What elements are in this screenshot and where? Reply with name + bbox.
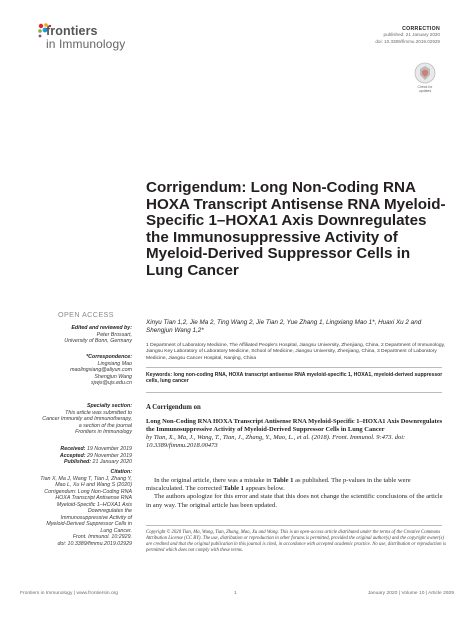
brand-name: frontiers [46, 24, 98, 38]
author-list: Xinyu Tian 1,2, Jie Ma 2, Ting Wang 2, Jie Tian 2, Yue Zhang 1, Lingxiang Mao 1*, Huaxi Xu 2 and Shengjun Wang 1,2* [146, 319, 422, 334]
text: appears below. [243, 485, 285, 493]
affiliations: 1 Department of Laboratory Medicine, The Affiliated People's Hospital, Jiangsu University, Zhenjiang, China, 2 Department of Immunology, Jiangsu Key Laboratory of Laboratory Medicine, School of Medicine, Jiangsu University, Zhenjiang, China, 3 Department of Laboratory Medicine, Jiangsu Cancer Hospital, Nanjing, China [146, 343, 446, 361]
specialty-line: Frontiers in Immunology [75, 429, 132, 435]
page-number: 1 [234, 591, 237, 596]
specialty-line: This article was submitted to [65, 409, 132, 416]
edited-heading: Edited and reviewed by: [71, 325, 132, 331]
editor-affiliation: University of Bonn, Germany [64, 338, 132, 344]
footer-journal[interactable]: Frontiers in Immunology | www.frontiersin.org [20, 591, 119, 596]
published-label: Published: [63, 459, 92, 465]
corr1-email[interactable]: maolingxiang@aliyun.com [70, 367, 132, 373]
citation-line: Tian X, Ma J, Wang T, Tian J, Zhang Y, [40, 475, 132, 482]
corr1-name: Lingxiang Mao [97, 360, 132, 367]
received-label: Received: [60, 446, 86, 452]
citation-line: Front. Immunol. 10:2929. [72, 534, 132, 540]
citation-block [20, 469, 132, 547]
article-type: CORRECTION [402, 26, 440, 32]
journal-name: in Immunology [46, 37, 126, 51]
editor-name: Peter Brossart, [96, 331, 132, 338]
text: In the original article, there was a mistake in [154, 477, 274, 484]
footer-issue: January 2020 | Volume 10 | Article 2929 [367, 591, 454, 596]
table-link[interactable]: Table 1 [223, 485, 244, 493]
divider [146, 367, 442, 368]
citation-line: Lung Cancer. [100, 527, 132, 534]
received-date: 19 November 2019 [86, 446, 132, 452]
corr2-name: Shengjun Wang [94, 373, 132, 380]
crossmark-icon [414, 62, 436, 84]
accepted-label: Accepted: [59, 452, 86, 459]
journal-brand[interactable] [46, 25, 125, 51]
corr2-email[interactable]: sjwjs@ujs.edu.cn [91, 380, 132, 386]
dates-block [20, 446, 132, 466]
original-article-reference [146, 418, 446, 450]
citation-heading: Citation: [110, 469, 132, 475]
accepted-date: 29 November 2019 [86, 452, 132, 459]
specialty-line: Cancer Immunity and Immunotherapy, [42, 416, 132, 422]
keywords: Keywords: long non-coding RNA, HOXA transcript antisense RNA myeloid-specific 1, HOXA1, myeloid-derived suppressor cells, lung cancer [146, 372, 443, 385]
citation-line: Myeloid-Specific 1–HOXA1 Axis [56, 501, 132, 508]
citation-line: Immunosuppressive Activity of [60, 514, 132, 521]
paragraph: The authors apologize for this error and state that this does not change the scientific conclusions of the article in any way. The original article has been updated. [146, 493, 443, 509]
article-meta [375, 26, 440, 45]
original-article-title[interactable]: Long Non-Coding RNA HOXA Transcript Antisense RNA Myeloid-Specific 1–HOXA1 Axis Downregulates the Immunosuppressive Activity of Myeloid-Derived Suppressor Cells in Lung Cancer [146, 418, 443, 434]
paragraph [146, 477, 446, 493]
correspondence-block [20, 354, 132, 387]
published-date-side: 21 January 2020 [92, 459, 132, 465]
citation-line: Mao L, Xu H and Wang S (2020) [55, 482, 132, 488]
published-row [20, 459, 132, 466]
copyright-notice: Copyright © 2020 Tian, Ma, Wang, Tian, Zhang, Mao, Xu and Wang. This is an open-access article distributed under the terms of the Creative Commons Attribution License (CC BY). The use, distribution or reproduction in other forums is permitted, provided the original author(s) and the copyright owner(s) are credited and that the original publication in this journal is cited, in accordance with accepted academic practice. No use, distribution or reproduction is permitted which does not comply with these terms. [146, 530, 446, 554]
divider [146, 525, 442, 526]
citation-line: Myeloid-Derived Suppressor Cells in [46, 521, 132, 527]
citation-line: HOXA Transcript Antisense RNA [55, 495, 132, 501]
table-link[interactable]: Table 1 [273, 477, 294, 484]
specialty-heading: Specialty section: [86, 403, 132, 409]
citation-line: Corrigendum: Long Non-Coding RNA [44, 488, 132, 495]
original-article-citation: by Tian, X., Ma, J., Wang, T., Tian, J., Zhang, Y., Mao, L., et al. (2018). Front. Immunol. 9:473. doi: 10.3389/fimmu.2018.00473 [146, 434, 406, 450]
article-doi[interactable]: doi: 10.3389/fimmu.2019.02929 [375, 38, 440, 44]
crossmark-badge[interactable] [414, 62, 436, 93]
published-date: published: 21 January 2020 [383, 32, 440, 38]
correspondence-heading: *Correspondence: [86, 354, 132, 360]
open-access-label: OPEN ACCESS [58, 310, 114, 319]
editor-block [20, 325, 132, 345]
citation-line[interactable]: doi: 10.3389/fimmu.2019.02929 [57, 540, 132, 547]
article-title: Corrigendum: Long Non-Coding RNA HOXA Transcript Antisense RNA Myeloid-Specific 1–HOXA1 Axis Downregulates the Immunosuppressive Activity of Myeloid-Derived Suppressor Cells in Lung Cancer [146, 179, 446, 279]
citation-line: Downregulates the [87, 508, 132, 514]
specialty-line: a section of the journal [78, 422, 132, 429]
corrigendum-heading: A Corrigendum on [146, 404, 201, 411]
crossmark-label: Check for updates [417, 85, 433, 93]
correction-body [146, 477, 446, 510]
divider [146, 392, 442, 393]
text: as published. The p-values in the table were miscalculated. The corrected [146, 477, 411, 493]
specialty-block [20, 403, 132, 436]
